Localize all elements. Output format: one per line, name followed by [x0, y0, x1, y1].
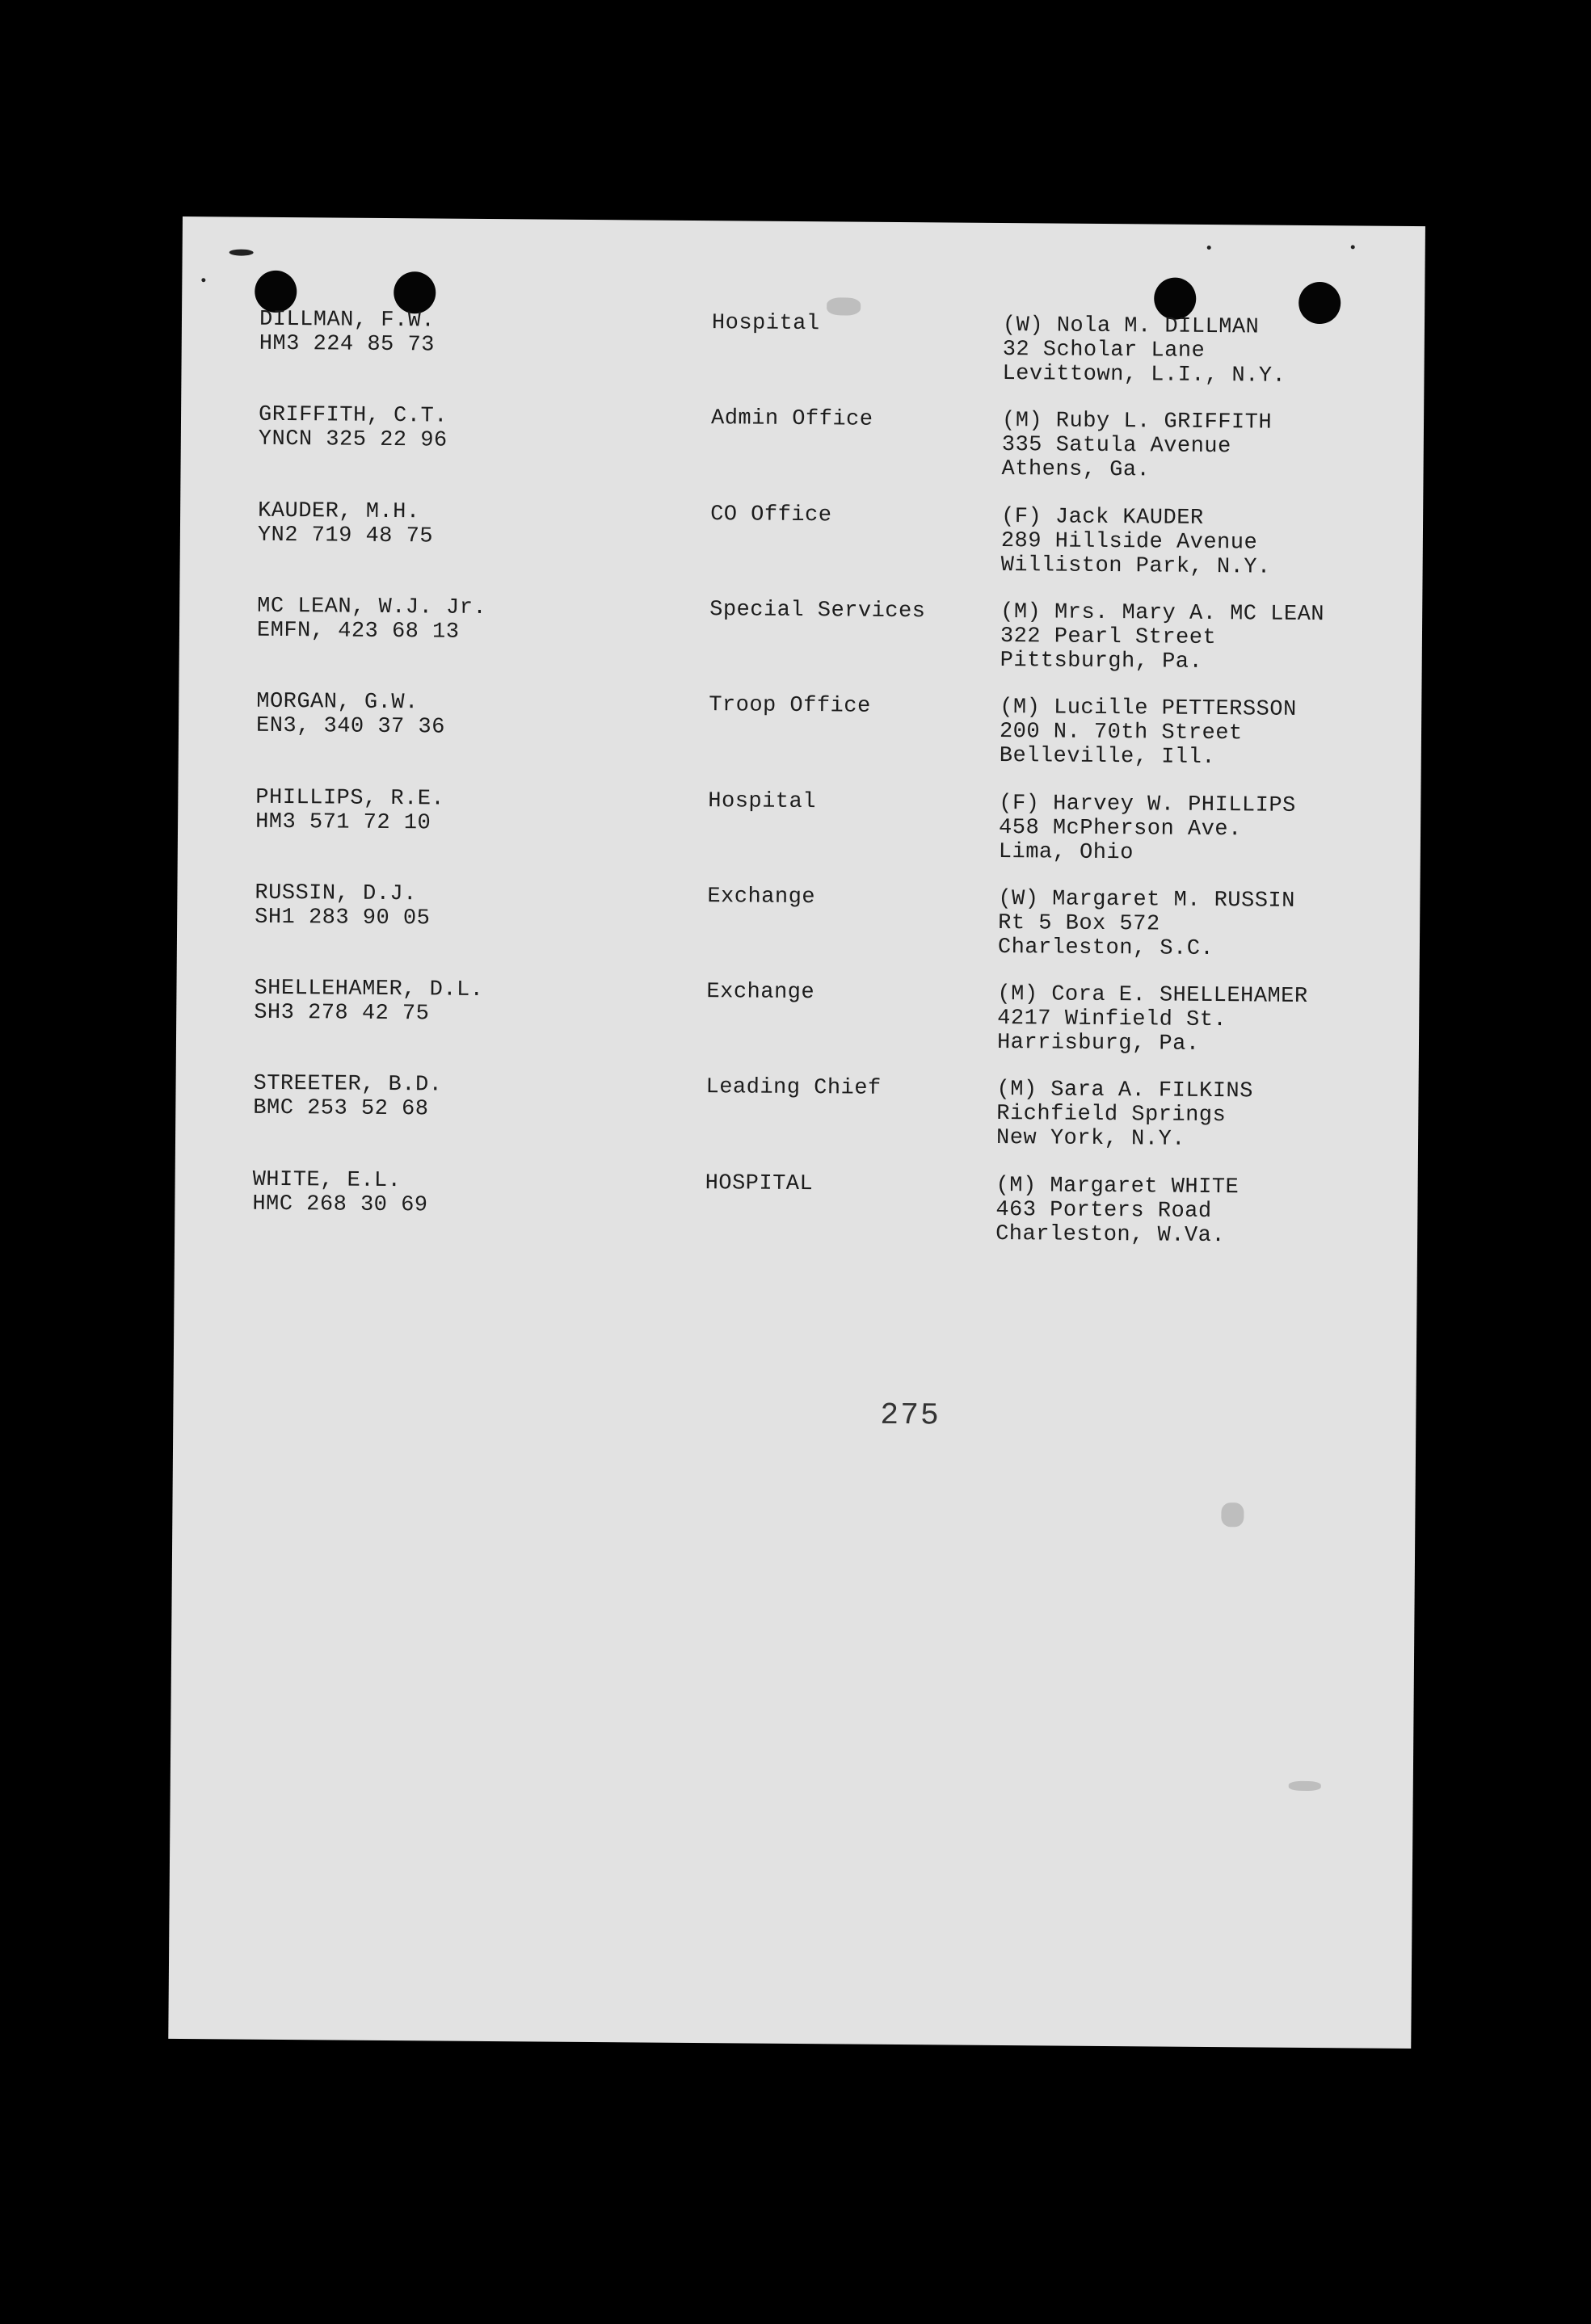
rate-serial-number: SH3 278 42 75	[254, 1000, 430, 1027]
next-of-kin-name: (M) Mrs. Mary A. MC LEAN	[1000, 599, 1325, 628]
next-of-kin-column	[1000, 600, 1325, 675]
person-name: STREETER, B.D.	[253, 1072, 443, 1098]
next-of-kin-column	[995, 1174, 1239, 1248]
personnel-entry	[175, 1167, 1418, 1258]
personnel-entry	[177, 880, 1421, 971]
next-of-kin-column	[1001, 409, 1272, 484]
person-name: MORGAN, G.W.	[256, 689, 419, 716]
address-line: Pittsburgh, Pa.	[1000, 648, 1203, 675]
rate-serial-number: YN2 719 48 75	[257, 523, 434, 549]
next-of-kin-name: (F) Harvey W. PHILLIPS	[999, 791, 1296, 818]
department: Hospital	[708, 788, 817, 814]
address-line: Richfield Springs	[996, 1102, 1227, 1128]
address-line: Williston Park, N.Y.	[1000, 553, 1271, 580]
next-of-kin-name: (M) Ruby L. GRIFFITH	[1001, 409, 1273, 435]
next-of-kin-column	[1001, 505, 1272, 580]
rate-serial-number: HM3 224 85 73	[259, 331, 436, 358]
rate-serial-number: HM3 571 72 10	[255, 809, 431, 835]
rate-serial-number: BMC 253 52 68	[253, 1096, 429, 1122]
personnel-entry	[175, 1071, 1419, 1162]
personnel-entry	[179, 689, 1422, 780]
person-name: WHITE, E.L.	[252, 1167, 402, 1193]
name-column	[256, 690, 445, 740]
personnel-entry	[181, 307, 1425, 397]
personnel-list	[168, 216, 1425, 2049]
name-column	[258, 498, 434, 548]
department: CO Office	[710, 502, 832, 527]
personnel-entry	[179, 594, 1423, 684]
person-name: GRIFFITH, C.T.	[258, 403, 448, 429]
name-column	[259, 403, 448, 453]
address-line: 289 Hillside Avenue	[1000, 528, 1258, 556]
name-column	[252, 1167, 428, 1217]
rate-serial-number: EMFN, 423 68 13	[256, 618, 460, 645]
person-name: DILLMAN, F.W.	[259, 307, 436, 334]
department: Hospital	[711, 311, 820, 337]
address-line: New York, N.Y.	[995, 1126, 1186, 1153]
next-of-kin-column	[998, 887, 1295, 962]
name-column	[255, 881, 431, 931]
next-of-kin-column	[1000, 696, 1297, 771]
person-name: PHILLIPS, R.E.	[255, 785, 445, 812]
personnel-entry	[180, 402, 1424, 493]
address-line: Harrisburg, Pa.	[996, 1031, 1200, 1057]
rate-serial-number: HMC 268 30 69	[252, 1191, 428, 1218]
name-column	[255, 785, 444, 835]
rate-serial-number: EN3, 340 37 36	[255, 713, 446, 740]
address-line: 4217 Winfield St.	[997, 1007, 1227, 1033]
address-line: Charleston, S.C.	[997, 935, 1214, 961]
next-of-kin-column	[997, 982, 1308, 1057]
address-line: 200 N. 70th Street	[999, 720, 1243, 746]
person-name: RUSSIN, D.J.	[255, 880, 417, 907]
personnel-entry	[179, 498, 1423, 589]
address-line: Lima, Ohio	[998, 839, 1134, 865]
rate-serial-number: YNCN 325 22 96	[258, 427, 448, 453]
document-page	[168, 216, 1425, 2049]
department: Exchange	[707, 884, 816, 910]
address-line: Athens, Ga.	[1001, 457, 1151, 483]
next-of-kin-name: (F) Jack KAUDER	[1000, 504, 1204, 531]
department: Admin Office	[710, 406, 873, 433]
person-name: SHELLEHAMER, D.L.	[254, 976, 484, 1003]
next-of-kin-name: (M) Cora E. SHELLEHAMER	[997, 982, 1308, 1010]
address-line: Rt 5 Box 572	[998, 910, 1160, 937]
page-number: 275	[880, 1397, 941, 1434]
address-line: 458 McPherson Ave.	[998, 815, 1242, 842]
address-line: Charleston, W.Va.	[995, 1221, 1226, 1248]
address-line: Levittown, L.I., N.Y.	[1002, 361, 1286, 389]
address-line: 322 Pearl Street	[1000, 624, 1217, 650]
department: Troop Office	[709, 693, 871, 719]
person-name: MC LEAN, W.J. Jr.	[257, 594, 487, 620]
address-line: 335 Satula Avenue	[1001, 433, 1231, 460]
address-line: 32 Scholar Lane	[1002, 337, 1206, 364]
next-of-kin-column	[1002, 313, 1286, 389]
rate-serial-number: SH1 283 90 05	[255, 905, 431, 931]
department: Special Services	[709, 598, 926, 624]
personnel-entry	[176, 976, 1420, 1066]
name-column	[257, 595, 486, 645]
name-column	[254, 977, 483, 1027]
next-of-kin-column	[999, 791, 1296, 866]
next-of-kin-name: (M) Sara A. FILKINS	[996, 1078, 1254, 1104]
next-of-kin-name: (W) Margaret M. RUSSIN	[998, 886, 1295, 914]
address-line: 463 Porters Road	[995, 1197, 1212, 1224]
person-name: KAUDER, M.H.	[258, 498, 420, 524]
next-of-kin-name: (M) Margaret WHITE	[995, 1173, 1240, 1200]
department: Exchange	[706, 980, 815, 1006]
next-of-kin-name: (M) Lucille PETTERSSON	[1000, 696, 1297, 723]
name-column	[253, 1072, 442, 1122]
department: HOSPITAL	[705, 1170, 814, 1196]
next-of-kin-name: (W) Nola M. DILLMAN	[1002, 313, 1260, 340]
address-line: Belleville, Ill.	[999, 744, 1216, 771]
personnel-entry	[178, 784, 1421, 875]
next-of-kin-column	[996, 1078, 1253, 1152]
name-column	[259, 308, 436, 358]
department: Leading Chief	[705, 1075, 882, 1102]
